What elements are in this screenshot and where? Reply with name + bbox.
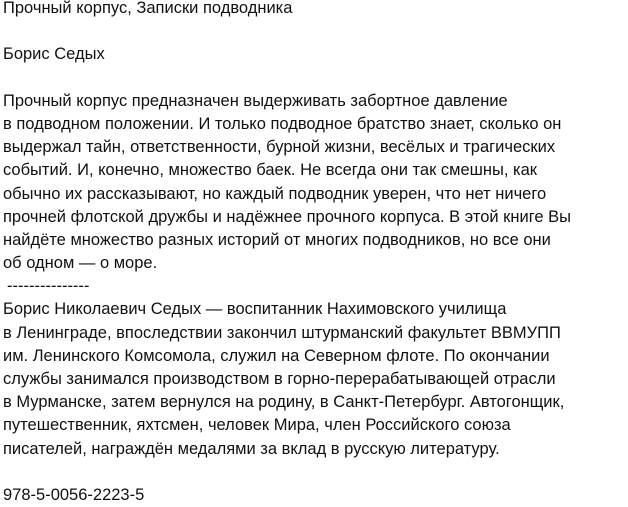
bio-line: службы занимался производством в горно-перерабатывающей отрасли [3, 370, 556, 388]
bio-line: в Мурманске, затем вернулся на родину, в Санкт-Петербург. Автогонщик, [3, 393, 565, 412]
bio-line: писателей, награждён медалями за вклад в русскую литературу. [3, 439, 500, 458]
author-name: Борис Седых [3, 45, 105, 64]
annotation-line: найдёте множество разных историй от многих подводников, но все они [3, 230, 551, 249]
bio-line: путешественник, яхтсмен, человек Мира, член Российского союза [3, 416, 511, 435]
bio-line: в Ленинграде, впоследствии закончил штурманский факультет ВВМУПП [3, 323, 561, 342]
bio-line: им. Ленинского Комсомола, служил на Северном флоте. По окончании [3, 346, 550, 365]
section-separator: --------------- [7, 277, 90, 296]
annotation-line: Прочный корпус предназначен выдерживать забортное давление [3, 91, 508, 110]
annotation-line: выдержал тайн, ответственности, бурной жизни, весёлых и трагических [3, 138, 556, 157]
bio-line: Борис Николаевич Седых — воспитанник Нахимовского училища [3, 300, 507, 319]
annotation-line: обычно их рассказывают, но каждый подводник уверен, что нет ничего [3, 184, 547, 203]
author-bio-paragraph [3, 298, 628, 460]
blank-line [3, 67, 628, 90]
annotation-line: в подводном положении. И только подводное братство знает, сколько он [3, 114, 562, 133]
blank-line [3, 461, 628, 484]
annotation-paragraph [3, 90, 628, 276]
blank-line [3, 20, 628, 43]
annotation-line: прочней флотской дружбы и надёжнее прочного корпуса. В этой книге Вы [3, 207, 572, 226]
document-body [3, 0, 628, 507]
isbn-text: 978-5-0056-2223-5 [3, 485, 145, 504]
document-heading: Прочный корпус, Записки подводника [3, 0, 293, 17]
annotation-line: об одном — о море. [3, 254, 158, 273]
annotation-line: событий. И, конечно, множество баек. Не всегда они так смешны, как [3, 161, 538, 180]
